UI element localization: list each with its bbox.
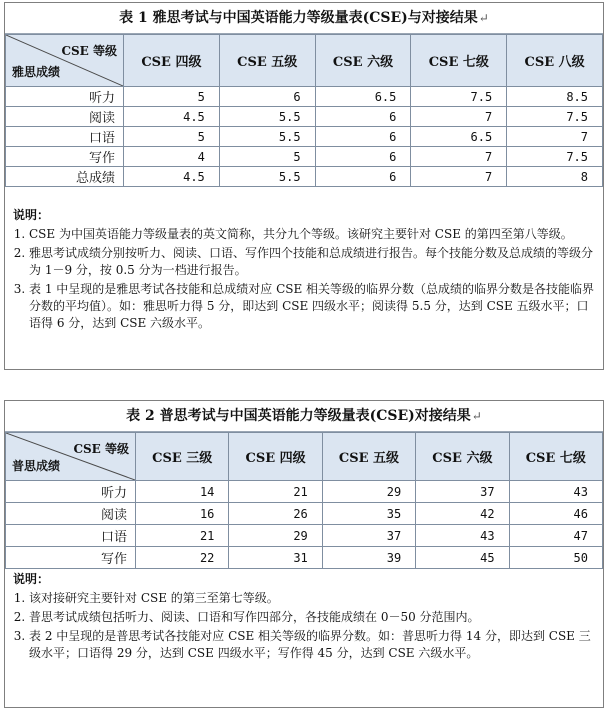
table-1-corner-cell [6,35,124,87]
table-1-title-text: 表 1 雅思考试与中国英语能力等级量表(CSE)与对接结果 [119,10,478,26]
table-cell: 35 [322,503,415,525]
table-cell: 7.5 [411,87,507,107]
table-cell: 5.5 [219,127,315,147]
table-2-notes [5,569,603,662]
table-row [6,503,603,525]
table-2-header-row [6,433,603,481]
row-label: 写作 [6,147,124,167]
corner-bottom-label: 雅思成绩 [12,65,61,79]
table-cell: 4 [124,147,220,167]
table-cell: 6.5 [411,127,507,147]
row-label: 口语 [6,525,136,547]
table-cell: 6 [219,87,315,107]
table-cell: 7 [411,147,507,167]
notes-heading: 说明： [13,572,50,586]
row-label: 口语 [6,127,124,147]
table-cell: 6.5 [315,87,411,107]
column-header: CSE 五级 [322,433,415,481]
note-item: 3. 表 1 中呈现的是雅思考试各技能和总成绩对应 CSE 相关等级的临界分数（总成绩的临界分数是各技能临界分数的平均值）。如：雅思听力得 5 分，即达到 CSE 四级水平；阅读得 5.5 分，达到 CSE 五级水平；口语得 6 分，达到 CSE 六级水平。 [29,281,595,332]
corner-top-label: CSE 等级 [61,44,117,58]
table-cell: 7 [411,107,507,127]
notes-list [13,590,595,662]
column-header: CSE 三级 [136,433,229,481]
paragraph-mark: ↵ [478,11,489,25]
corner-top-label: CSE 等级 [73,442,129,456]
table-1-notes [5,187,603,332]
table-cell: 6 [315,107,411,127]
table-cell: 42 [416,503,509,525]
row-label: 写作 [6,547,136,569]
column-header: CSE 六级 [416,433,509,481]
note-item: 2. 雅思考试成绩分别按听力、阅读、口语、写作四个技能和总成绩进行报告。每个技能分数及总成绩的等级分为 1－9 分，按 0.5 分为一档进行报告。 [29,245,595,279]
table-cell: 21 [136,525,229,547]
table-2-panel [4,400,604,708]
table-row [6,525,603,547]
table-cell: 50 [509,547,602,569]
table-cell: 5.5 [219,167,315,187]
table-cell: 7.5 [507,107,603,127]
row-label: 总成绩 [6,167,124,187]
row-label: 听力 [6,87,124,107]
notes-list [13,226,595,332]
table-cell: 7 [411,167,507,187]
table-cell: 4.5 [124,107,220,127]
note-item: 2. 普思考试成绩包括听力、阅读、口语和写作四部分，各技能成绩在 0－50 分范围内。 [29,609,595,626]
table-cell: 5 [124,127,220,147]
column-header: CSE 六级 [315,35,411,87]
table-row [6,547,603,569]
row-label: 阅读 [6,503,136,525]
column-header: CSE 五级 [219,35,315,87]
table-2-title [5,401,603,432]
table-cell: 29 [229,525,322,547]
table-2-title-text: 表 2 普思考试与中国英语能力等级量表(CSE)对接结果 [126,408,471,424]
table-1-title [5,3,603,34]
table-cell: 7 [507,127,603,147]
table-cell: 5 [219,147,315,167]
table-cell: 43 [416,525,509,547]
corner-bottom-label: 普思成绩 [12,459,61,473]
note-item: 1. CSE 为中国英语能力等级量表的英文简称，共分九个等级。该研究主要针对 CSE 的第四至第八等级。 [29,226,595,243]
table-2 [5,432,603,569]
table-cell: 37 [416,481,509,503]
table-row [6,481,603,503]
column-header: CSE 八级 [507,35,603,87]
table-row [6,107,603,127]
table-cell: 6 [315,167,411,187]
row-label: 听力 [6,481,136,503]
table-cell: 16 [136,503,229,525]
column-header: CSE 七级 [509,433,602,481]
table-1-panel [4,2,604,370]
column-header: CSE 七级 [411,35,507,87]
column-header: CSE 四级 [229,433,322,481]
table-cell: 31 [229,547,322,569]
table-cell: 29 [322,481,415,503]
table-cell: 6 [315,127,411,147]
table-row [6,127,603,147]
table-cell: 6 [315,147,411,167]
table-cell: 37 [322,525,415,547]
table-cell: 47 [509,525,602,547]
notes-heading: 说明： [13,208,50,222]
table-cell: 26 [229,503,322,525]
table-cell: 5.5 [219,107,315,127]
table-cell: 39 [322,547,415,569]
table-cell: 43 [509,481,602,503]
table-2-corner-cell [6,433,136,481]
table-row [6,87,603,107]
table-1 [5,34,603,187]
table-cell: 4.5 [124,167,220,187]
table-cell: 8.5 [507,87,603,107]
row-label: 阅读 [6,107,124,127]
paragraph-mark: ↵ [471,409,482,423]
table-cell: 45 [416,547,509,569]
table-cell: 7.5 [507,147,603,167]
table-1-header-row [6,35,603,87]
note-item: 1. 该对接研究主要针对 CSE 的第三至第七等级。 [29,590,595,607]
table-cell: 21 [229,481,322,503]
table-cell: 46 [509,503,602,525]
table-row [6,147,603,167]
note-item: 3. 表 2 中呈现的是普思考试各技能对应 CSE 相关等级的临界分数。如：普思听力得 14 分，即达到 CSE 三级水平；口语得 29 分，达到 CSE 四级水平；写作得 45 分，达到 CSE 六级水平。 [29,628,595,662]
table-cell: 8 [507,167,603,187]
table-cell: 22 [136,547,229,569]
table-cell: 14 [136,481,229,503]
column-header: CSE 四级 [124,35,220,87]
table-row [6,167,603,187]
table-cell: 5 [124,87,220,107]
